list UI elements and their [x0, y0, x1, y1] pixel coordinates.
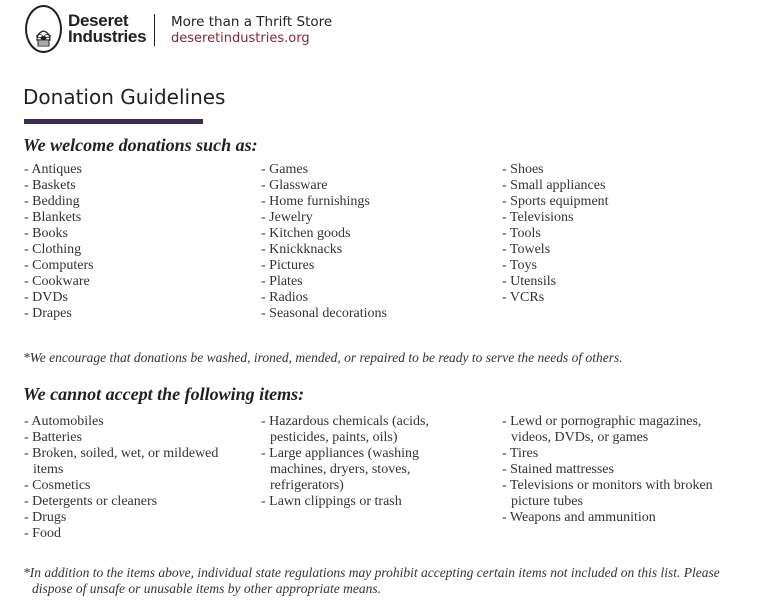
- site-header: [24, 5, 744, 59]
- cannot-list-column-3: [502, 414, 727, 526]
- list-item: - Blankets: [24, 210, 82, 225]
- welcome-list-column-1: [24, 162, 254, 322]
- list-item: - Drapes: [24, 306, 72, 321]
- cannot-accept-note: *In addition to the items above, individual state regulations may prohibit accepting certain items not included on this list. Please dispose of unsafe or unusable items by other appropriate means.: [23, 565, 720, 596]
- brand-line-2: Industries: [68, 27, 147, 46]
- brand-line-1: Deseret: [68, 11, 129, 30]
- list-item: - Weapons and ammunition: [502, 510, 656, 525]
- list-item: - Kitchen goods: [261, 226, 351, 241]
- title-underline-bar: [24, 119, 203, 124]
- list-item: - Broken, soiled, wet, or mildewed items: [24, 446, 219, 477]
- header-divider: [154, 14, 155, 46]
- list-item: - VCRs: [502, 290, 545, 305]
- list-item: - Toys: [502, 258, 537, 273]
- brand-name: [68, 13, 146, 45]
- welcome-heading: We welcome donations such as:: [23, 135, 258, 155]
- list-item: - Tools: [502, 226, 541, 241]
- list-item: - Jewelry: [261, 210, 313, 225]
- list-item: - Automobiles: [24, 414, 104, 429]
- beehive-logo-icon: [25, 5, 62, 53]
- list-item: - DVDs: [24, 290, 68, 305]
- list-item: - Utensils: [502, 274, 557, 289]
- page-title: Donation Guidelines: [23, 85, 226, 109]
- list-item: - Large appliances (washing machines, dryers, stoves, refrigerators): [261, 446, 419, 493]
- tagline: More than a Thrift Store: [171, 14, 333, 30]
- list-item: - Sports equipment: [502, 194, 609, 209]
- list-item: - Seasonal decorations: [261, 306, 387, 321]
- list-item: - Stained mattresses: [502, 462, 614, 477]
- list-item: - Detergents or cleaners: [24, 494, 158, 509]
- list-item: - Bedding: [24, 194, 80, 209]
- list-item: - Books: [24, 226, 68, 241]
- list-item: - Cookware: [24, 274, 90, 289]
- list-item: - Lewd or pornographic magazines, videos, DVDs, or games: [502, 414, 702, 445]
- cannot-list-column-1: [24, 414, 244, 542]
- list-item: - Glassware: [261, 178, 328, 193]
- welcome-list-column-3: [502, 162, 732, 306]
- cannot-accept-heading: We cannot accept the following items:: [23, 384, 305, 404]
- list-item: - Drugs: [24, 510, 67, 525]
- list-item: - Batteries: [24, 430, 82, 445]
- welcome-list-column-2: [261, 162, 491, 322]
- list-item: - Towels: [502, 242, 551, 257]
- list-item: - Plates: [261, 274, 303, 289]
- list-item: - Home furnishings: [261, 194, 370, 209]
- list-item: - Lawn clippings or trash: [261, 494, 402, 509]
- website-link[interactable]: deseretindustries.org: [171, 31, 310, 46]
- list-item: - Clothing: [24, 242, 82, 257]
- list-item: - Pictures: [261, 258, 315, 273]
- list-item: - Hazardous chemicals (acids, pesticides, paints, oils): [261, 414, 429, 445]
- list-item: - Tires: [502, 446, 539, 461]
- list-item: - Games: [261, 162, 309, 177]
- list-item: - Food: [24, 526, 61, 541]
- cannot-list-column-2: [261, 414, 461, 510]
- list-item: - Shoes: [502, 162, 544, 177]
- welcome-note: *We encourage that donations be washed, ironed, mended, or repaired to be ready to serve the needs of others.: [23, 350, 623, 365]
- list-item: - Knickknacks: [261, 242, 343, 257]
- list-item: - Televisions: [502, 210, 574, 225]
- list-item: - Small appliances: [502, 178, 606, 193]
- list-item: - Antiques: [24, 162, 82, 177]
- list-item: - Radios: [261, 290, 309, 305]
- list-item: - Baskets: [24, 178, 76, 193]
- list-item: - Cosmetics: [24, 478, 91, 493]
- list-item: - Computers: [24, 258, 94, 273]
- list-item: - Televisions or monitors with broken picture tubes: [502, 478, 713, 509]
